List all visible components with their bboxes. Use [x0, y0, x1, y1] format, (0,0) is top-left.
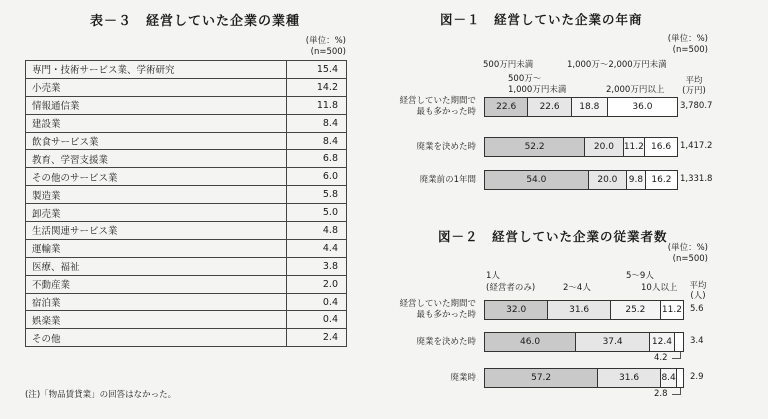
fig2-row-label-line: 廃業を決めた時: [416, 337, 476, 347]
fig1-bar-segment: 20.0: [585, 138, 623, 156]
fig2-bar-segment: 32.0: [485, 301, 548, 319]
industry-value: 8.4: [287, 132, 347, 150]
fig1-legend-c4: 2,000万円以上: [606, 85, 665, 95]
fig1-row-label: [384, 96, 476, 118]
industry-label: 教育、学習支援業: [26, 150, 287, 168]
industry-value: 4.8: [287, 222, 347, 240]
fig2-row-label: [384, 337, 476, 348]
fig1-sample-size: (n=500): [672, 45, 708, 55]
table3-title: 表－３ 経営していた企業の業種: [90, 14, 301, 29]
fig1-row-label-line: 経営していた期間で: [399, 96, 476, 106]
fig1-row-label-line: 廃業前の1年間: [419, 175, 476, 185]
industry-value: 5.8: [287, 186, 347, 204]
industry-value: 5.0: [287, 204, 347, 222]
fig2-sample-size: (n=500): [672, 254, 708, 264]
fig2-bar-segment: 37.4: [576, 333, 650, 351]
industry-value: 2.0: [287, 275, 347, 293]
fig2-average-value: 2.9: [690, 372, 704, 382]
fig2-legend-c3: 5～9人: [626, 271, 654, 281]
fig2-average-value: 3.4: [690, 336, 704, 346]
industry-label: 製造業: [26, 186, 287, 204]
industry-value: 0.4: [287, 311, 347, 329]
fig2-unit: [660, 243, 708, 265]
fig1-unit-label: (単位：%): [667, 34, 708, 44]
fig1-avg-header-1: 平均: [685, 76, 703, 86]
fig2-legend-c4: 10人以上: [641, 283, 678, 293]
fig2-small-segment-label: 4.2: [654, 353, 668, 363]
fig2-bar-segment: 46.0: [485, 333, 576, 351]
industry-value: 6.8: [287, 150, 347, 168]
industry-label: 宿泊業: [26, 293, 287, 311]
fig2-avg-header: [686, 281, 710, 301]
table-row: [26, 204, 347, 222]
fig1-bar-segment: 22.6: [528, 98, 571, 116]
fig2-bar-segment: 12.4: [650, 333, 675, 351]
table-row: [26, 78, 347, 96]
fig1-bar-segment: 54.0: [485, 171, 589, 189]
industry-value: 14.2: [287, 78, 347, 96]
industry-value: 0.4: [287, 293, 347, 311]
table3-sample-size: (n=500): [310, 47, 346, 57]
fig1-avg-header-2: (万円): [682, 86, 706, 96]
fig1-title: 図－１ 経営していた企業の年商: [440, 12, 643, 27]
fig1-row-label-line: 廃業を決めた時: [416, 142, 476, 152]
fig1-bar-segment: 36.0: [608, 98, 677, 116]
fig2-legend-c2: 2～4人: [563, 283, 591, 293]
industry-value: 2.4: [287, 329, 347, 347]
fig2-average-value: 5.6: [690, 304, 704, 314]
fig1-stacked-bar: [484, 137, 678, 157]
fig2-legend-c1b: (経営者のみ): [486, 283, 536, 293]
fig2-bar-segment: 8.4: [661, 369, 678, 387]
fig2-title: 図－２ 経営していた企業の従業者数: [438, 229, 668, 244]
table3-unit-label: (単位：%): [305, 36, 346, 46]
fig1-bar-segment: 20.0: [589, 171, 627, 189]
fig1-bar-segment: 11.2: [624, 138, 646, 156]
fig2-callout-line: [672, 358, 681, 359]
table-row: [26, 257, 347, 275]
fig2-row-label: [384, 299, 476, 321]
fig1-stacked-bar: [484, 170, 678, 190]
table-row: [26, 186, 347, 204]
table-row: [26, 61, 347, 79]
fig2-bar-segment: 31.6: [598, 369, 661, 387]
fig2-stacked-bar: [484, 332, 684, 352]
fig1-bar-segment: 18.8: [572, 98, 608, 116]
fig2-row-label: [384, 373, 476, 384]
fig1-bar-segment: 22.6: [485, 98, 528, 116]
table-row: [26, 275, 347, 293]
fig1-bar-segment: 16.6: [645, 138, 677, 156]
industry-label: 専門・技術サービス業、学術研究: [26, 61, 287, 79]
table3-unit: [296, 36, 346, 58]
industry-label: 娯楽業: [26, 311, 287, 329]
industry-label: 生活関連サービス業: [26, 222, 287, 240]
industry-table: [25, 60, 347, 347]
fig2-bar-segment: 57.2: [485, 369, 598, 387]
fig2-legend-c1a: 1人: [486, 271, 500, 281]
fig2-bar-segment: 25.2: [611, 301, 661, 319]
fig1-average-value: 3,780.7: [680, 101, 713, 111]
industry-label: 情報通信業: [26, 96, 287, 114]
table-row: [26, 132, 347, 150]
fig1-row-label: [384, 142, 476, 153]
fig2-row-label-line: 最も多かった時: [416, 310, 476, 320]
industry-label: 建設業: [26, 114, 287, 132]
fig2-stacked-bar: [484, 368, 684, 388]
fig2-bar-segment: [677, 369, 683, 387]
fig1-stacked-bar: [484, 97, 678, 117]
fig2-row-label-line: 経営していた期間で: [399, 299, 476, 309]
fig1-bar-segment: 52.2: [485, 138, 585, 156]
table-row: [26, 168, 347, 186]
industry-value: 3.8: [287, 257, 347, 275]
industry-value: 8.4: [287, 114, 347, 132]
fig1-average-value: 1,331.8: [680, 174, 713, 184]
industry-label: 飲食サービス業: [26, 132, 287, 150]
fig1-legend-c2a: 500万～: [508, 74, 542, 84]
table-row: [26, 239, 347, 257]
table-row: [26, 329, 347, 347]
fig1-unit: [660, 34, 708, 56]
industry-label: その他: [26, 329, 287, 347]
industry-value: 15.4: [287, 61, 347, 79]
table3-note: (注)「物品賃貸業」の回答はなかった。: [25, 390, 177, 400]
fig1-bar-segment: 9.8: [627, 171, 646, 189]
fig2-unit-label: (単位：%): [667, 243, 708, 253]
industry-label: その他のサービス業: [26, 168, 287, 186]
industry-value: 11.8: [287, 96, 347, 114]
fig2-stacked-bar: [484, 300, 684, 320]
table-row: [26, 222, 347, 240]
fig2-row-label-line: 廃業時: [450, 373, 476, 383]
fig1-avg-header: [680, 76, 708, 96]
industry-label: 医療、福祉: [26, 257, 287, 275]
fig2-bar-segment: 11.2: [661, 301, 683, 319]
industry-label: 不動産業: [26, 275, 287, 293]
fig1-legend-c1: 500万円未満: [483, 60, 534, 70]
table-row: [26, 96, 347, 114]
industry-value: 4.4: [287, 239, 347, 257]
table-row: [26, 150, 347, 168]
industry-label: 小売業: [26, 78, 287, 96]
fig2-bar-segment: 31.6: [548, 301, 611, 319]
industry-value: 6.0: [287, 168, 347, 186]
table-row: [26, 114, 347, 132]
table-row: [26, 311, 347, 329]
fig2-bar-segment: [675, 333, 683, 351]
fig1-average-value: 1,417.2: [680, 141, 713, 151]
fig1-legend-c2b: 1,000万円未満: [508, 85, 567, 95]
fig2-avg-header-2: (人): [690, 291, 706, 301]
fig2-callout-line: [672, 394, 681, 395]
fig1-bar-segment: 16.2: [646, 171, 677, 189]
industry-label: 卸売業: [26, 204, 287, 222]
fig2-small-segment-label: 2.8: [654, 389, 668, 399]
industry-label: 運輸業: [26, 239, 287, 257]
fig1-row-label-line: 最も多かった時: [416, 107, 476, 117]
fig2-avg-header-1: 平均: [689, 281, 707, 291]
fig1-row-label: [384, 175, 476, 186]
table-row: [26, 293, 347, 311]
fig1-legend-c3: 1,000万～2,000万円未満: [567, 60, 667, 70]
